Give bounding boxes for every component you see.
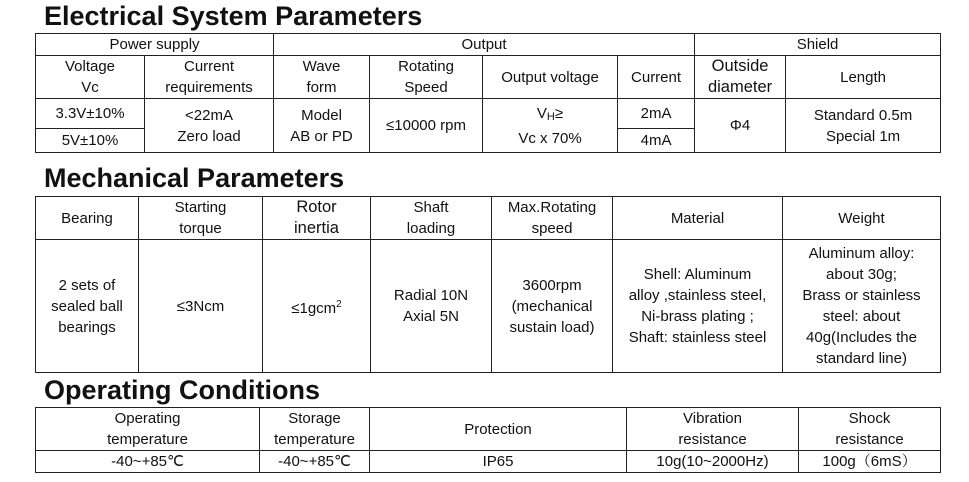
- operating-title: Operating Conditions: [44, 375, 320, 405]
- output-current-value-1: 2mA: [618, 99, 695, 129]
- length-value: Standard 0.5m Special 1m: [786, 99, 941, 153]
- voltage-header: Voltage Vc: [36, 56, 145, 99]
- length-header: Length: [786, 56, 941, 99]
- output-current-header: Current: [618, 56, 695, 99]
- material-header: Material: [613, 197, 783, 240]
- bearing-header: Bearing: [36, 197, 139, 240]
- operating-temperature-value: -40~+85℃: [36, 451, 260, 473]
- starting-torque-header: Starting torque: [139, 197, 263, 240]
- electrical-title: Electrical System Parameters: [44, 1, 423, 31]
- shaft-loading-header: Shaft loading: [371, 197, 492, 240]
- shock-resistance-value: 100g（6mS）: [799, 451, 941, 473]
- max-rotating-speed-header: Max.Rotating speed: [492, 197, 613, 240]
- operating-temperature-header: Operating temperature: [36, 408, 260, 451]
- output-voltage-header: Output voltage: [483, 56, 618, 99]
- wave-form-header: Wave form: [274, 56, 370, 99]
- protection-value: IP65: [370, 451, 627, 473]
- rotating-speed-header: Rotating Speed: [370, 56, 483, 99]
- mechanical-table: [35, 196, 941, 373]
- max-rotating-speed-value: 3600rpm (mechanical sustain load): [492, 240, 613, 373]
- storage-temperature-header: Storage temperature: [260, 408, 370, 451]
- shaft-loading-value: Radial 10N Axial 5N: [371, 240, 492, 373]
- weight-value: Aluminum alloy: about 30g; Brass or stainless steel: about 40g(Includes the standard line): [783, 240, 941, 373]
- rotor-inertia-header: Rotor inertia: [263, 197, 371, 240]
- material-value: Shell: Aluminum alloy ,stainless steel, Ni-brass plating ; Shaft: stainless steel: [613, 240, 783, 373]
- electrical-table: [35, 33, 941, 153]
- weight-header: Weight: [783, 197, 941, 240]
- output-header: Output: [274, 34, 695, 56]
- starting-torque-value: ≤3Ncm: [139, 240, 263, 373]
- outside-diameter-value: Φ4: [695, 99, 786, 153]
- rotor-inertia-value: ≤1gcm$^2$: [263, 240, 371, 373]
- wave-form-value: Model AB or PD: [274, 99, 370, 153]
- voltage-value-2: 5V±10%: [36, 129, 145, 153]
- storage-temperature-value: -40~+85℃: [260, 451, 370, 473]
- current-req-value: <22mA Zero load: [145, 99, 274, 153]
- power-supply-header: Power supply: [36, 34, 274, 56]
- current-req-header: Current requirements: [145, 56, 274, 99]
- output-voltage-value: VH≥ Vc x 70%: [483, 99, 618, 153]
- protection-header: Protection: [370, 408, 627, 451]
- shock-resistance-header: Shock resistance: [799, 408, 941, 451]
- output-current-value-2: 4mA: [618, 129, 695, 153]
- bearing-value: 2 sets of sealed ball bearings: [36, 240, 139, 373]
- outside-diameter-header: Outside diameter: [695, 56, 786, 99]
- voltage-value-1: 3.3V±10%: [36, 99, 145, 129]
- vibration-resistance-value: 10g(10~2000Hz): [627, 451, 799, 473]
- mechanical-title: Mechanical Parameters: [44, 163, 345, 193]
- operating-table: [35, 407, 941, 473]
- shield-header: Shield: [695, 34, 941, 56]
- rotating-speed-value: ≤10000 rpm: [370, 99, 483, 153]
- vibration-resistance-header: Vibration resistance: [627, 408, 799, 451]
